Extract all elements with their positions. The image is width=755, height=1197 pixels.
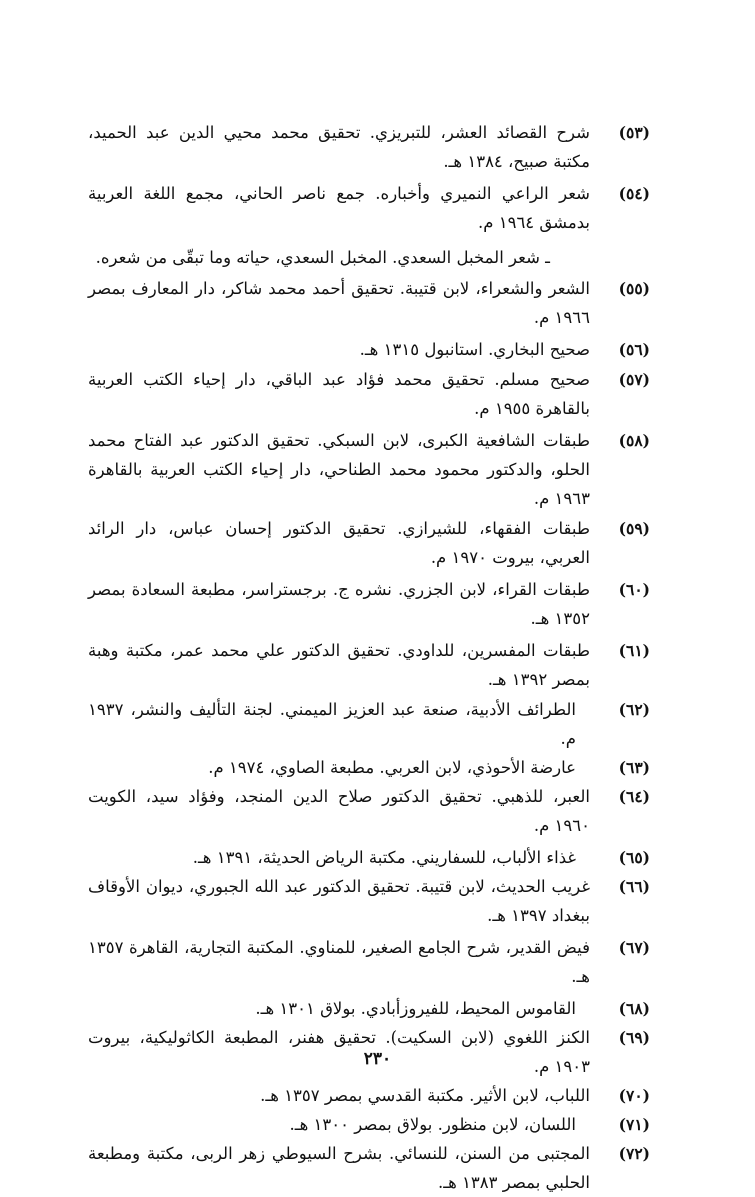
entry-number: (٦٧) <box>618 938 650 957</box>
bibliography-entry <box>88 118 650 176</box>
entry-text: المجتبى من السنن، للنسائي. بشرح السيوطي زهر الربى، مكتبة ومطبعة الحلبي بمصر ١٣٨٣ هـ. <box>88 1144 590 1192</box>
entry-number: (٦٩) <box>618 1028 650 1047</box>
bibliography-entry <box>88 636 650 694</box>
entry-number: (٥٧) <box>618 370 650 389</box>
entry-text: الشعر والشعراء، لابن قتيبة. تحقيق أحمد محمد شاكر، دار المعارف بمصر ١٩٦٦ م. <box>88 279 590 327</box>
page-number: ٢٣٠ <box>363 1049 392 1069</box>
bibliography-entry <box>88 933 650 991</box>
bibliography-entry <box>88 365 650 423</box>
bibliography-entry <box>88 695 650 753</box>
entry-number: (٦٨) <box>618 999 650 1018</box>
entry-number: (٦١) <box>618 641 650 660</box>
bibliography-entry <box>88 179 650 237</box>
entry-text: فيض القدير، شرح الجامع الصغير، للمناوي. المكتبة التجارية، القاهرة ١٣٥٧ هـ. <box>88 938 590 986</box>
entry-text: غذاء الألباب، للسفاريني. مكتبة الرياض الحديثة، ١٣٩١ هـ. <box>192 848 576 867</box>
entry-number: (٦٦) <box>618 877 650 896</box>
bibliography-entry <box>88 426 650 513</box>
entry-number: (٧٠) <box>618 1086 650 1105</box>
entry-number: (٦٤) <box>618 787 650 806</box>
bibliography-entry <box>88 274 650 332</box>
entry-number: (٧١) <box>618 1115 650 1134</box>
entry-number: (٦٥) <box>618 848 650 867</box>
bibliography-entry <box>88 994 650 1023</box>
entry-number: (٥٥) <box>618 279 650 298</box>
entry-text: شعر الراعي النميري وأخباره. جمع ناصر الحاني، مجمع اللغة العربية بدمشق ١٩٦٤ م. <box>88 184 590 232</box>
bibliography-entry <box>88 782 650 840</box>
entry-number: (٧٢) <box>618 1144 650 1163</box>
bibliography-entry <box>88 1081 650 1110</box>
entry-text: عارضة الأحوذي، لابن العربي. مطبعة الصاوي، ١٩٧٤ م. <box>208 758 576 777</box>
entry-text: طبقات القراء، لابن الجزري. نشره ج. برجستراسر، مطبعة السعادة بمصر ١٣٥٢ هـ. <box>88 580 590 628</box>
entry-number: (٥٤) <box>618 184 650 203</box>
entry-text: القاموس المحيط، للفيروزأبادي. بولاق ١٣٠١ هـ. <box>255 999 576 1018</box>
entry-text: شرح القصائد العشر، للتبريزي. تحقيق محمد محيي الدين عبد الحميد، مكتبة صبيح، ١٣٨٤ هـ. <box>88 123 590 171</box>
entry-text: طبقات المفسرين، للداودي. تحقيق الدكتور علي محمد عمر، مكتبة وهبة بمصر ١٣٩٢ هـ. <box>88 641 590 689</box>
bibliography-entry <box>88 335 650 364</box>
entry-number: (٥٩) <box>618 519 650 538</box>
entry-number: (٥٨) <box>618 431 650 450</box>
entry-text: غريب الحديث، لابن قتيبة. تحقيق الدكتور عبد الله الجبوري، ديوان الأوقاف ببغداد ١٣٩٧ هـ. <box>88 877 590 925</box>
entry-number: (٦٢) <box>618 700 650 719</box>
bibliography-entry <box>88 1139 650 1197</box>
bibliography-list <box>88 118 650 1197</box>
bibliography-entry <box>88 1110 650 1139</box>
entry-text: اللباب، لابن الأثير. مكتبة القدسي بمصر ١٣٥٧ هـ. <box>260 1086 590 1105</box>
bibliography-entry <box>88 843 650 872</box>
entry-text: طبقات الفقهاء، للشيرازي. تحقيق الدكتور إحسان عباس، دار الرائد العربي، بيروت ١٩٧٠ م. <box>88 519 590 567</box>
bibliography-entry <box>88 753 650 782</box>
entry-text: طبقات الشافعية الكبرى، لابن السبكي. تحقيق الدكتور عبد الفتاح محمد الحلو، والدكتور محمود محمد الطناحي، دار إحياء الكتب العربية بالقاهرة ١٩٦٣ م. <box>88 431 590 508</box>
entry-text: الكنز اللغوي (لابن السكيت). تحقيق هفنر، المطبعة الكاثوليكية، بيروت ١٩٠٣ م. <box>88 1028 590 1076</box>
bibliography-entry <box>88 872 650 930</box>
entry-text: صحيح البخاري. استانبول ١٣١٥ هـ. <box>359 340 590 359</box>
entry-text: اللسان، لابن منظور. بولاق بمصر ١٣٠٠ هـ. <box>289 1115 576 1134</box>
entry-number: (٦٠) <box>618 580 650 599</box>
bibliography-subentry: ـ شعر المخبل السعدي. المخبل السعدي، حياته وما تبقّى من شعره. <box>95 248 550 267</box>
entry-text: صحيح مسلم. تحقيق محمد فؤاد عبد الباقي، دار إحياء الكتب العربية بالقاهرة ١٩٥٥ م. <box>88 370 590 418</box>
bibliography-entry <box>88 514 650 572</box>
entry-number: (٥٣) <box>618 123 650 142</box>
bibliography-entry <box>88 575 650 633</box>
entry-number: (٦٣) <box>618 758 650 777</box>
entry-text: العبر، للذهبي. تحقيق الدكتور صلاح الدين المنجد، وفؤاد سيد، الكويت ١٩٦٠ م. <box>88 787 590 835</box>
entry-text: الطرائف الأدبية، صنعة عبد العزيز الميمني. لجنة التأليف والنشر، ١٩٣٧ م. <box>88 700 576 748</box>
entry-number: (٥٦) <box>618 340 650 359</box>
